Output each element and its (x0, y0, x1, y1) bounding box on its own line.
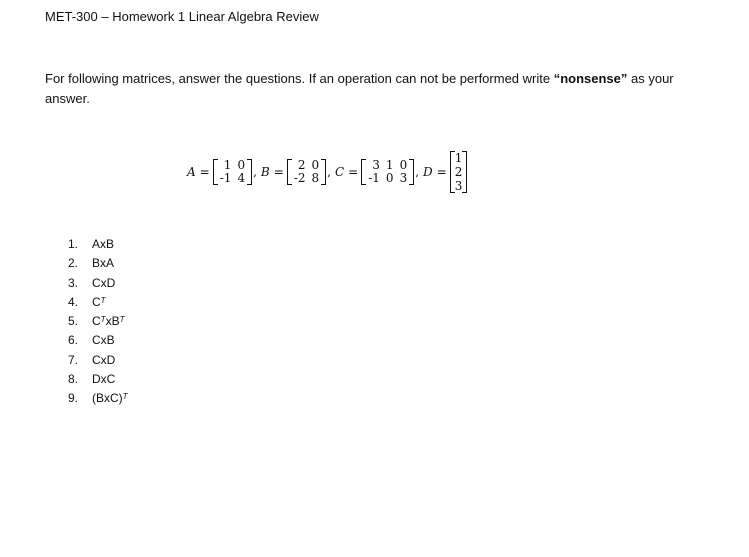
list-item (68, 312, 128, 331)
question-number: 9. (68, 391, 79, 406)
comma-separator: , (253, 165, 257, 179)
matrix-b-cell: 8 (311, 171, 320, 185)
matrix-a-cell: 1 (223, 158, 232, 172)
list-item (68, 274, 128, 293)
document-title: MET-300 – Homework 1 Linear Algebra Review (45, 9, 319, 24)
left-bracket-icon (450, 151, 455, 193)
instructions (45, 69, 705, 109)
transpose-superscript: T (100, 315, 106, 325)
matrix-c-cell: 0 (399, 158, 408, 172)
question-text: CxD (92, 275, 116, 290)
matrix-a-label: A (187, 165, 196, 179)
comma-separator: , (415, 165, 420, 179)
list-item (68, 351, 128, 370)
list-item (68, 331, 128, 350)
matrix-d-cell: 2 (454, 165, 463, 179)
question-number: 3. (68, 275, 79, 290)
matrix-a (213, 159, 252, 185)
matrix-b-cell: 2 (297, 158, 306, 172)
nonsense-keyword: “nonsense” (553, 71, 628, 86)
question-operand: xB (105, 314, 120, 329)
list-item (68, 389, 128, 408)
question-text: DxC (92, 372, 116, 387)
matrix-a-cell: 4 (237, 171, 246, 185)
transpose-superscript: T (119, 315, 125, 325)
question-number: 2. (68, 256, 79, 271)
question-base: C (92, 314, 101, 329)
matrix-d-cell: 3 (454, 179, 463, 193)
question-number: 7. (68, 352, 79, 367)
question-number: 6. (68, 333, 79, 348)
matrix-c-cell: 3 (399, 171, 408, 185)
question-text (92, 293, 106, 312)
left-bracket-icon (361, 159, 366, 185)
transpose-superscript: T (100, 295, 106, 305)
question-list (68, 235, 128, 409)
list-item (68, 370, 128, 389)
matrix-definitions (185, 149, 467, 195)
question-base: C (92, 294, 101, 309)
matrix-c-cell: -1 (368, 171, 380, 185)
question-text: CxD (92, 352, 116, 367)
right-bracket-icon (409, 159, 414, 185)
question-number: 1. (68, 237, 79, 251)
comma-separator: , (327, 165, 331, 179)
transpose-superscript: T (122, 392, 128, 402)
question-number: 5. (68, 314, 79, 329)
question-text (92, 312, 124, 331)
matrix-c-cell: 0 (385, 171, 394, 185)
matrix-c (361, 159, 414, 185)
question-text: CxB (92, 333, 115, 348)
matrix-c-label: C (334, 165, 345, 179)
question-number: 8. (68, 372, 79, 387)
list-item (68, 254, 128, 273)
matrix-a-cell: -1 (219, 171, 232, 185)
question-text (92, 389, 128, 408)
question-text: AxB (92, 237, 115, 251)
right-bracket-icon (321, 159, 326, 185)
matrix-b-cell: 0 (311, 158, 320, 172)
right-bracket-icon (462, 151, 467, 193)
equals-sign: = (436, 165, 447, 179)
question-base: (BxC) (92, 391, 123, 406)
right-bracket-icon (247, 159, 252, 185)
instructions-text: For following matrices, answer the questions. If an operation can not be performed write (45, 71, 554, 86)
matrix-a-cell: 0 (237, 158, 246, 172)
matrix-b (287, 159, 326, 185)
left-bracket-icon (213, 159, 218, 185)
equals-sign: = (348, 165, 359, 179)
matrix-d (450, 151, 468, 193)
left-bracket-icon (287, 159, 292, 185)
matrix-b-cell: -2 (293, 171, 306, 185)
question-number: 4. (68, 294, 79, 309)
equals-sign: = (199, 165, 210, 179)
matrix-c-cell: 3 (372, 158, 380, 172)
equals-sign: = (273, 165, 284, 179)
matrix-b-label: B (260, 165, 270, 179)
question-text: BxA (92, 256, 115, 271)
matrix-d-cell: 1 (454, 151, 463, 165)
list-item (68, 235, 128, 254)
matrix-d-label: D (423, 165, 433, 179)
instructions-text-end: as your answer. (45, 71, 674, 106)
list-item (68, 293, 128, 312)
matrix-c-cell: 1 (385, 158, 394, 172)
